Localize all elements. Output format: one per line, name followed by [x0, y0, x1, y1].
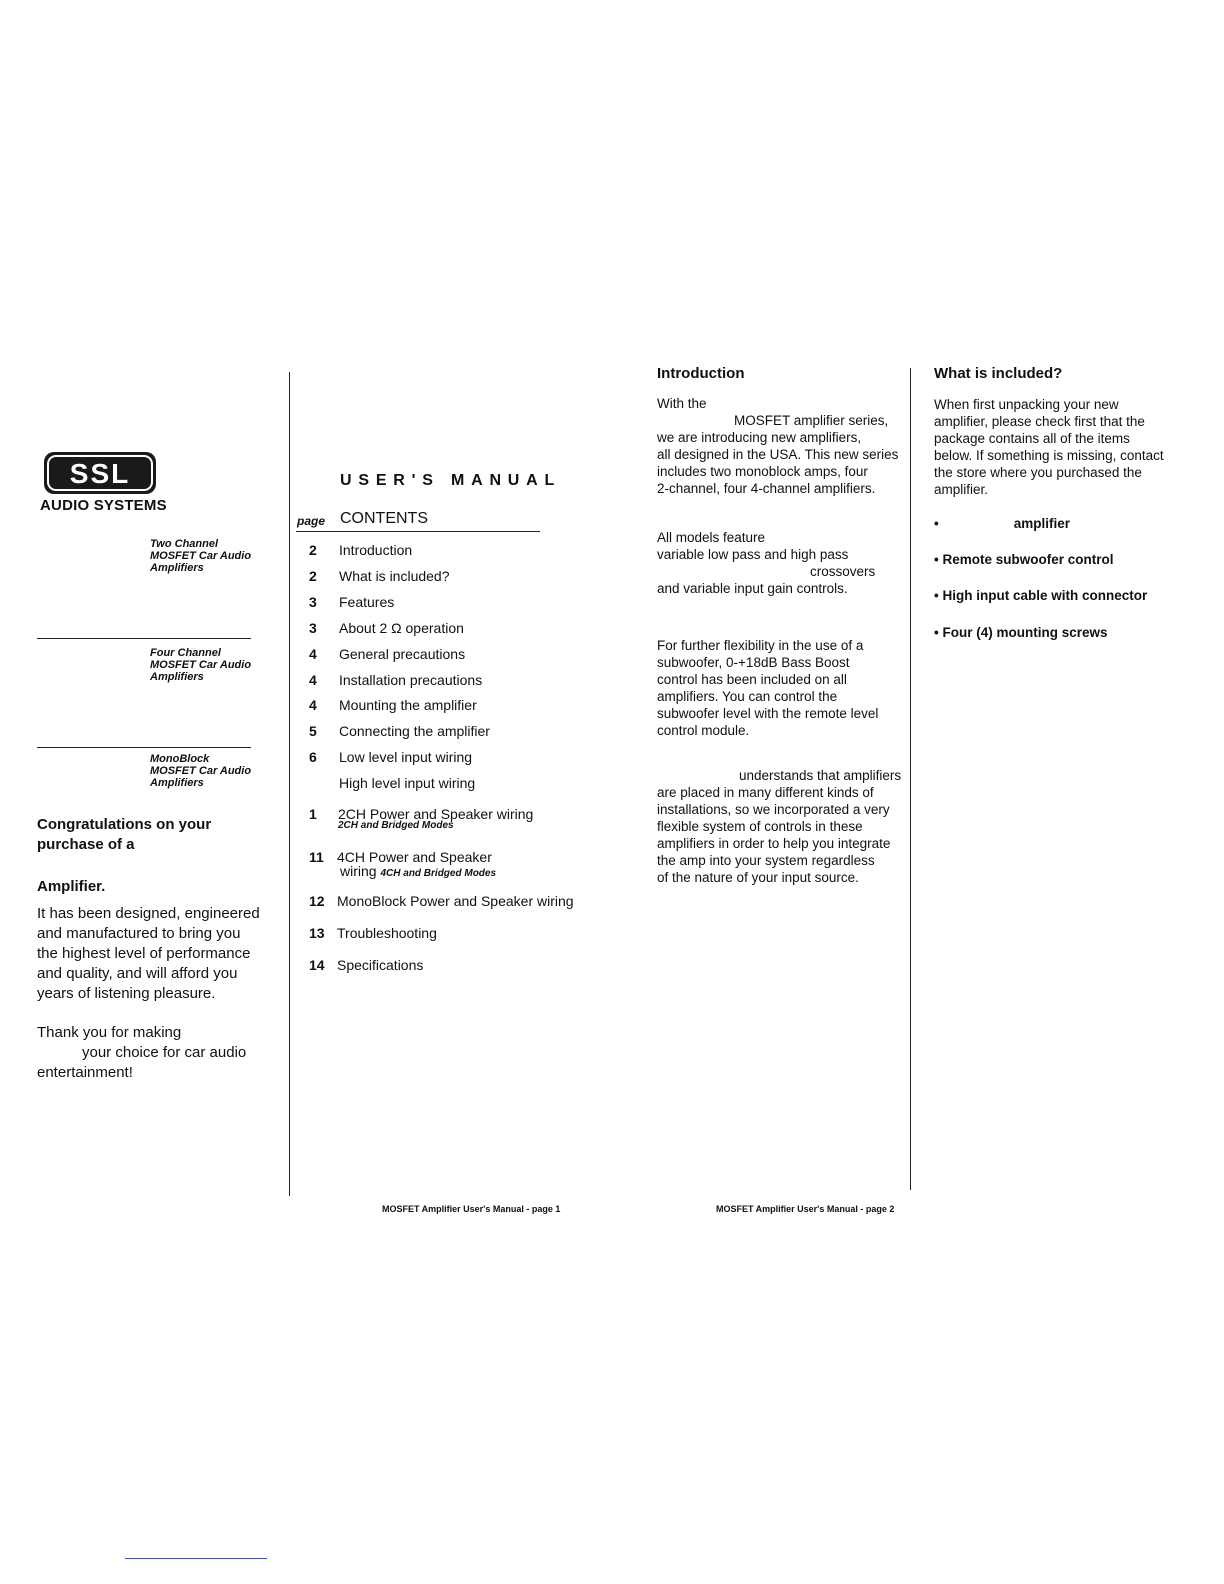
- series-divider: [37, 638, 251, 639]
- toc-label: About 2 Ω operation: [339, 620, 464, 636]
- series-monoblock: [150, 753, 251, 789]
- series-divider: [37, 747, 251, 748]
- body-line: and quality, and will afford you: [37, 965, 238, 982]
- para-line: flexible system of controls in these: [657, 819, 863, 834]
- included-item-cable: • High input cable with connector: [934, 588, 1148, 603]
- toc-sublabel: 2CH and Bridged Modes: [338, 820, 454, 831]
- para-line: of the nature of your input source.: [657, 870, 859, 885]
- para-line: 2-channel, four 4-channel amplifiers.: [657, 481, 876, 496]
- para-line: below. If something is missing, contact: [934, 448, 1164, 463]
- para-line: crossovers: [810, 564, 876, 579]
- thanks-paragraph: [37, 1023, 277, 1083]
- para-line: the amp into your system regardless: [657, 853, 875, 868]
- para-line: subwoofer level with the remote level: [657, 706, 879, 721]
- toc-page-number: 6: [309, 749, 317, 765]
- manual-title: USER'S MANUAL: [340, 472, 562, 489]
- introduction-paragraph-1: [657, 395, 907, 497]
- introduction-paragraph-2: [657, 529, 907, 597]
- series-line: MOSFET Car Audio: [150, 550, 252, 562]
- ssl-logo-mark: [44, 452, 156, 494]
- toc-label: Connecting the amplifier: [339, 723, 490, 739]
- series-line: Amplifiers: [150, 777, 204, 789]
- toc-heading: CONTENTS: [340, 510, 428, 527]
- toc-label: What is included?: [339, 568, 450, 584]
- para-line: amplifier, please check first that the: [934, 414, 1145, 429]
- para-line: installations, so we incorporated a very: [657, 802, 890, 817]
- toc-label-cont: [340, 863, 496, 879]
- toc-page-number: 2: [309, 542, 317, 558]
- included-heading: What is included?: [934, 365, 1063, 382]
- para-line: includes two monoblock amps, four: [657, 464, 868, 479]
- para-line: and variable input gain controls.: [657, 581, 848, 596]
- para-line: All models feature: [657, 530, 766, 545]
- toc-sublabel: 4CH and Bridged Modes: [380, 868, 497, 879]
- para-line: With the: [657, 396, 707, 411]
- para-line: amplifiers. You can control the: [657, 689, 838, 704]
- para-line: For further flexibility in the use of a: [657, 638, 864, 653]
- body-line: years of listening pleasure.: [37, 985, 216, 1002]
- series-line: MOSFET Car Audio: [150, 765, 252, 777]
- toc-label: Troubleshooting: [337, 925, 437, 941]
- para-line: variable low pass and high pass: [657, 547, 849, 562]
- toc-label: Specifications: [337, 957, 424, 973]
- para-line: MOSFET amplifier series,: [734, 413, 889, 428]
- series-two-channel: [150, 538, 251, 574]
- ssl-logo: [44, 452, 156, 494]
- page-footer-2: MOSFET Amplifier User's Manual - page 2: [716, 1204, 895, 1214]
- introduction-paragraph-3: [657, 637, 907, 739]
- toc-page-number: 2: [309, 568, 317, 584]
- toc-page-number: 14: [309, 957, 325, 973]
- toc-label-wiring: wiring: [340, 863, 377, 879]
- toc-label: Mounting the amplifier: [339, 697, 477, 713]
- body-line: It has been designed, engineered: [37, 905, 260, 922]
- series-line: Four Channel: [150, 647, 221, 659]
- toc-label: General precautions: [339, 646, 466, 662]
- thanks-line: entertainment!: [37, 1064, 133, 1081]
- toc-label: Features: [339, 594, 395, 610]
- toc-page-number: 5: [309, 723, 317, 739]
- toc-label: MonoBlock Power and Speaker wiring: [337, 893, 574, 909]
- column-divider-right: [910, 368, 911, 1190]
- para-line: subwoofer, 0-+18dB Bass Boost: [657, 655, 850, 670]
- toc-page-number: 1: [309, 806, 317, 822]
- toc-page-label: page: [297, 514, 326, 528]
- toc-heading-rule: [296, 531, 540, 532]
- toc-label: Low level input wiring: [339, 749, 473, 765]
- toc-page-number: 4: [309, 646, 317, 662]
- para-line: all designed in the USA. This new series: [657, 447, 899, 462]
- included-item-amplifier: • amplifier: [934, 516, 1071, 531]
- included-item-screws: • Four (4) mounting screws: [934, 625, 1108, 640]
- para-line: understands that amplifiers: [739, 768, 902, 783]
- para-line: When first unpacking your new: [934, 397, 1119, 412]
- toc-label: High level input wiring: [339, 775, 476, 791]
- page-footer-1: MOSFET Amplifier User's Manual - page 1: [382, 1204, 561, 1214]
- introduction-paragraph-4: [657, 767, 907, 886]
- toc-page-number: 3: [309, 620, 317, 636]
- included-item-remote: • Remote subwoofer control: [934, 552, 1114, 567]
- series-line: MOSFET Car Audio: [150, 659, 252, 671]
- toc-label: 2CH Power and Speaker wiring: [338, 806, 534, 822]
- toc-page-number: 4: [309, 672, 317, 688]
- body-line: the highest level of performance: [37, 945, 251, 962]
- toc-page-number: 13: [309, 925, 325, 941]
- para-line: amplifiers in order to help you integrate: [657, 836, 891, 851]
- congrats-line: purchase of a: [37, 836, 135, 853]
- series-four-channel: [150, 647, 251, 683]
- toc-page-number: 12: [309, 893, 325, 909]
- link-underline: [125, 1558, 267, 1559]
- para-line: we are introducing new amplifiers,: [657, 430, 862, 445]
- toc-page-number: 11: [309, 849, 324, 865]
- para-line: package contains all of the items: [934, 431, 1130, 446]
- para-line: amplifier.: [934, 482, 989, 497]
- toc-label: Introduction: [339, 542, 413, 558]
- series-line: Amplifiers: [150, 562, 204, 574]
- series-line: Amplifiers: [150, 671, 204, 683]
- logo-subtitle: AUDIO SYSTEMS: [40, 497, 167, 514]
- series-line: MonoBlock: [150, 753, 210, 765]
- thanks-line: your choice for car audio: [82, 1044, 247, 1061]
- para-line: are placed in many different kinds of: [657, 785, 874, 800]
- body-line: and manufactured to bring you: [37, 925, 241, 942]
- para-line: the store where you purchased the: [934, 465, 1142, 480]
- toc-page-number: 4: [309, 697, 317, 713]
- intro-paragraph: [37, 904, 277, 1004]
- thanks-line: Thank you for making: [37, 1024, 182, 1041]
- toc-page-number: 3: [309, 594, 317, 610]
- column-divider-left: [289, 372, 290, 1196]
- toc-label: 4CH Power and Speaker: [337, 849, 492, 865]
- congratulations-heading: [37, 815, 267, 855]
- para-line: control module.: [657, 723, 750, 738]
- introduction-heading: Introduction: [657, 365, 745, 382]
- para-line: control has been included on all: [657, 672, 847, 687]
- toc-label: Installation precautions: [339, 672, 483, 688]
- congrats-line: Congratulations on your: [37, 816, 212, 833]
- amplifier-title: Amplifier.: [37, 878, 106, 895]
- included-paragraph: [934, 396, 1194, 498]
- series-line: Two Channel: [150, 538, 219, 550]
- svg-text:SSL: SSL: [69, 458, 131, 489]
